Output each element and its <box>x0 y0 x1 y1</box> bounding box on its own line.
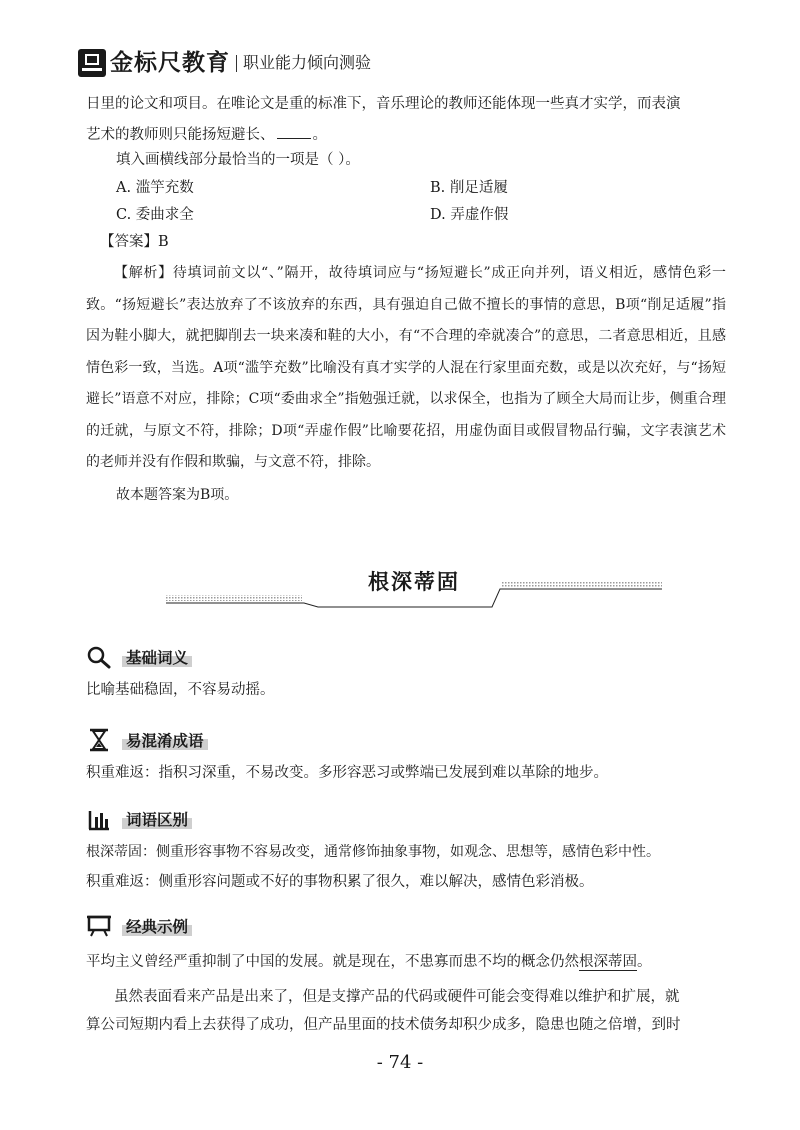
logo-icon <box>78 49 106 77</box>
explanation-conclusion: 故本题答案为B项。 <box>116 487 239 503</box>
option-b: B. 削足适履 <box>430 180 508 196</box>
option-d: D. 弄虚作假 <box>430 207 509 223</box>
section-example-line2: 虽然表面看来产品是出来了，但是支撑产品的代码或硬件可能会变得难以维护和扩展，就 <box>114 989 680 1005</box>
explanation-body <box>86 258 726 479</box>
question-prompt: 填入画横线部分最恰当的一项是（ ）。 <box>116 152 360 168</box>
answer-label: 【答案】B <box>100 234 169 250</box>
idiom-title: 根深蒂固 <box>368 570 460 594</box>
header-subtitle: 职业能力倾向测验 <box>243 53 372 72</box>
section-example-label: 经典示例 <box>122 915 192 937</box>
magnifier-icon <box>86 645 112 669</box>
section-example-heading <box>86 912 192 940</box>
section-basic-label: 基础词义 <box>122 646 192 668</box>
brand-name: 金标尺教育 <box>110 50 230 76</box>
option-a: A. 滥竽充数 <box>116 180 194 196</box>
section-distinguish-line1: 根深蒂固：侧重形容事物不容易改变，通常修饰抽象事物，如观念、思想等，感情色彩中性。 <box>86 844 660 860</box>
section-basic-heading <box>86 643 192 671</box>
page-header <box>78 46 718 80</box>
option-c: C. 委曲求全 <box>116 207 194 223</box>
page-number: - 74 - <box>376 1052 424 1073</box>
hourglass-icon <box>86 728 112 752</box>
question-stem-line2-text: 艺术的教师则只能扬短避长、 <box>86 127 275 143</box>
section-distinguish-label: 词语区别 <box>122 808 192 830</box>
section-confusable-heading <box>86 726 208 754</box>
section-distinguish-heading <box>86 805 192 833</box>
question-stem-line2-end: 。 <box>312 127 327 143</box>
bar-chart-icon <box>86 807 112 831</box>
section-example-line3: 算公司短期内看上去获得了成功，但产品里面的技术债务却积少成多，隐患也随之倍增，到时 <box>86 1017 681 1033</box>
section-confusable-text: 积重难返：指积习深重，不易改变。多形容恶习或弊端已发展到难以革除的地步。 <box>86 765 608 781</box>
example-highlight-idiom: 根深蒂固 <box>579 954 637 970</box>
idiom-title-band <box>166 561 662 611</box>
question-stem-line1: 日里的论文和项目。在唯论文是重的标准下，音乐理论的教师还能体现一些真才实学，而表演 <box>86 96 681 112</box>
section-distinguish-line2: 积重难返：侧重形容问题或不好的事物积累了很久，难以解决，感情色彩消极。 <box>86 874 594 890</box>
section-basic-text: 比喻基础稳固，不容易动摇。 <box>86 682 275 698</box>
example-line1-text: 平均主义曾经严重抑制了中国的发展。就是现在，不患寡而患不均的概念仍然 <box>86 954 579 970</box>
example-line1-end: 。 <box>637 954 652 970</box>
section-example-line1 <box>86 948 726 976</box>
blackboard-icon <box>86 914 112 938</box>
explanation-text: 【解析】待填词前文以“、”隔开，故待填词应与“扬短避长”成正向并列，语义相近，感情色彩一致。“扬短避长”表达放弃了不该放弃的东西，具有强迫自己做不擅长的事情的意思，B项“削足适履”指因为鞋小脚大，就把脚削去一块来凑和鞋的大小，有“不合理的牵就凑合”的意思，二者意思相近，且感情色彩一致，当选。A项“滥竽充数”比喻没有真才实学的人混在行家里面充数，或是以次充好，与“扬短避长”语意不对应，排除；C项“委曲求全”指勉强迁就，以求保全，也指为了顾全大局而让步，侧重合理的迁就，与原文不符，排除；D项“弄虚作假”比喻要花招，用虚伪面目或假冒物品行骗，文字表演艺术的老师并没有作假和欺骗，与文意不符，排除。 <box>86 265 726 470</box>
header-separator <box>236 55 237 72</box>
answer-blank <box>277 124 311 139</box>
section-confusable-label: 易混淆成语 <box>122 729 208 751</box>
